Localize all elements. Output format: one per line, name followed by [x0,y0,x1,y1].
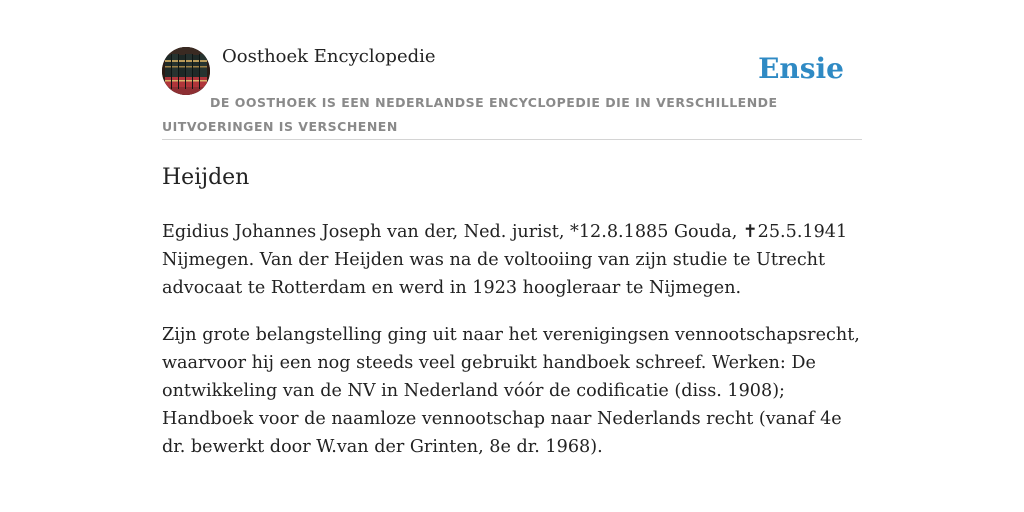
site-title[interactable]: Oosthoek Encyclopedie [222,46,436,67]
encyclopedia-books-avatar[interactable] [162,47,210,95]
site-tagline: DE OOSTHOEK IS EEN NEDERLANDSE ENCYCLOPEDIE DIE IN VERSCHILLENDE UITVOERINGEN IS VERSCHENEN [162,95,778,134]
article [162,160,862,462]
article-paragraph-1: Egidius Johannes Joseph van der, Ned. jurist, *12.8.1885 Gouda, ✝25.5.1941 Nijmegen. Van der Heijden was na de voltooiing van zijn studie te Utrecht advocaat te Rotterdam en werd in 1923 hoogleraar te Nijmegen. [162,222,848,299]
books-icon [162,47,210,95]
ensie-logo-link[interactable]: Ensie [758,52,844,85]
article-paragraph-2: Zijn grote belangstelling ging uit naar het verenigingsen vennootschapsrecht, waarvoor hij een nog steeds veel gebruikt handboek schreef. Werken: De ontwikkeling van de NV in Nederland vóór de codificatie (diss. 1908); Handboek voor de naamloze vennootschap naar Nederlands recht (vanaf 4e dr. bewerkt door W.van der Grinten, 8e dr. 1968). [162,324,860,458]
article-title: Heijden [162,165,250,190]
site-header [162,0,862,140]
